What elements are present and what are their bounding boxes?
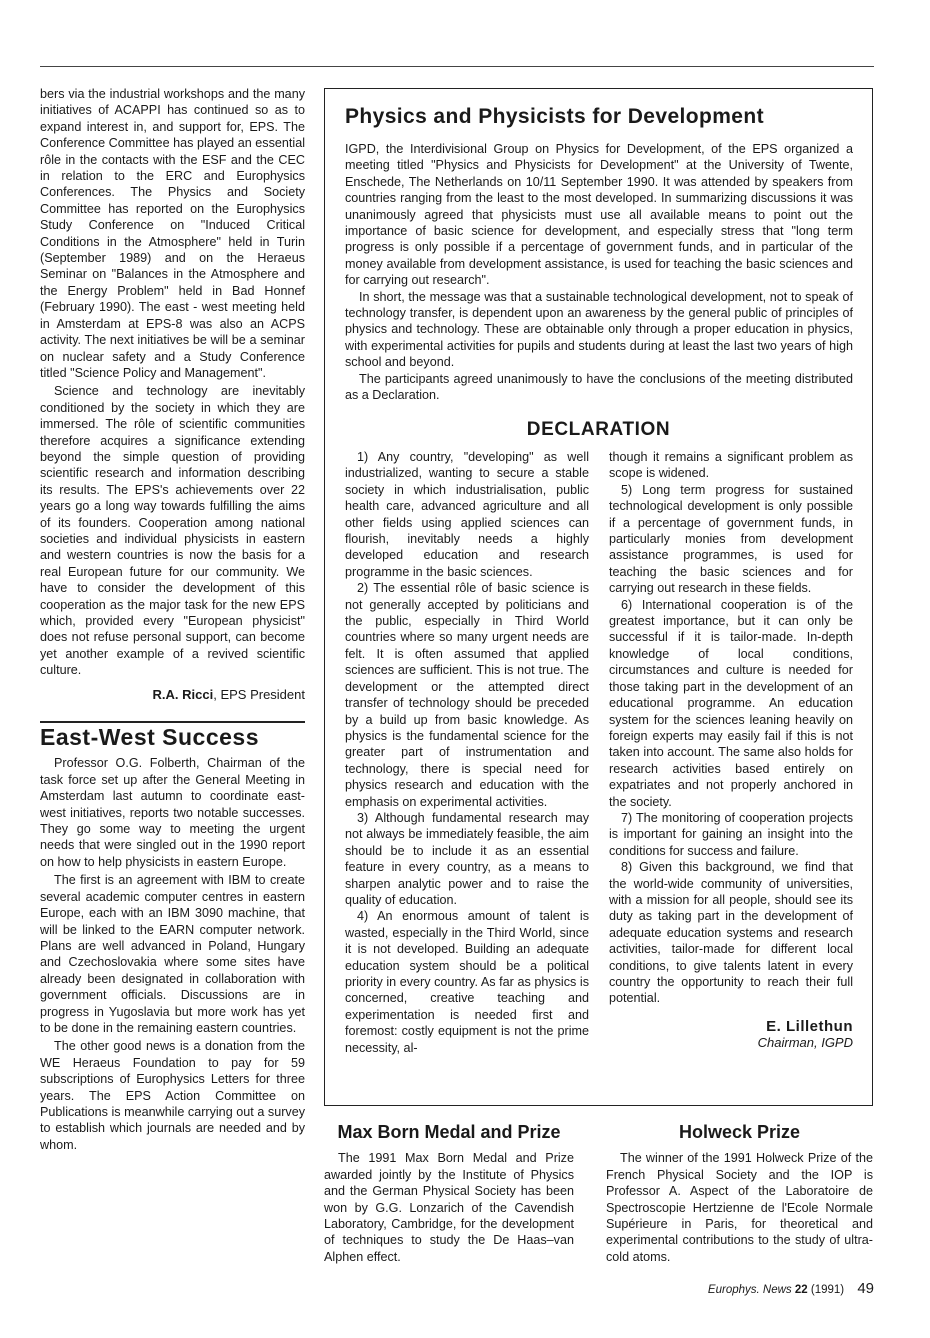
footer-year: (1991): [810, 1284, 845, 1296]
max-born-title: Max Born Medal and Prize: [337, 1122, 561, 1142]
declaration-continuation: though it remains a significant problem as scope is widened.: [609, 450, 853, 481]
page-footer: [700, 1280, 874, 1297]
holweck-section: [606, 1124, 873, 1265]
max-born-text: The 1991 Max Born Medal and Prize awarded jointly by the Institute of Physics and the German Physical Society has been won by G.G. Lonzarich of the Cavendish Laboratory, Cambridge, for the development of techniques to study the De Haas–van Alphen effect.: [324, 1151, 574, 1264]
declaration-item-6: 6) International cooperation is of the greatest importance, but it can only be successful if it is tailor-made. In-depth knowledge of local conditions, circumstances and culture is needed for those taking part in the development of an educational programme. An education system for the sciences leaning heavily on foreign experts may easily fail if this is not taken into account. The same also holds for research activities based entirely on expatriates and not properly anchored in the society.: [609, 597, 853, 809]
signer-name: E. Lillethun: [766, 1017, 853, 1035]
page-number: 49: [857, 1280, 874, 1297]
signature-name: R.A. Ricci: [152, 686, 214, 702]
east-west-paragraph-1: Professor O.G. Folberth, Chairman of the task force set up after the General Meeting in Amsterdam last autumn to coordinate east-west initiatives, reports two notable successes. They go some way to meeting the urgent needs that were singled out in the 1990 report on how to help physicists in eastern Europe.: [40, 756, 305, 869]
declaration-item-3: 3) Although fundamental research may not always be immediately feasible, the aim should be to include it as an essential feature in every country, as a means to sharpen analytic power and to raise the quality of education.: [345, 810, 589, 907]
left-column: [40, 86, 305, 1155]
declaration-item-4: 4) An enormous amount of talent is wasted, especially in the Third World, since it is not developed. Building an adequate education system should be a political priority in every country. As far as physics is concerned, creative teaching and experimentation is needed first and foremost: costly equipment is not the prime necessity, al-: [345, 909, 589, 1055]
east-west-paragraph-2: The first is an agreement with IBM to create several academic computer centres in eastern Europe, each with an IBM 3090 machine, that will be linked to the EARN computer network. Plans are well advanced in Poland, Hungary and Czechoslovakia where some sites have already been designated in collaboration with government officials. Discussions are in progress in Yugoslavia but more work has yet to be done in the remaining eastern countries.: [40, 873, 305, 1035]
declaration-item-7: 7) The monitoring of cooperation projects is important for gaining an insight into the conditions for success and failure.: [609, 810, 853, 858]
declaration-signature: [609, 1019, 853, 1052]
left-paragraph-2: Science and technology are inevitably conditioned by the society in which they are immersed. The rôle of scientific communities therefore acquires a significance extending beyond the simple question of providing scientific research and information describing its results. The EPS's achievements over 22 years go a long way towards fulfilling the aims of its founders. Cooperation among national societies and individual physicists in eastern and western countries is now the basis for a real European future for our community. We have to consider the development of this cooperation as the major task for the new EPS which, provided every "European physicist" does not refuse personal support, can become yet another example of a revived scientific culture.: [40, 384, 305, 678]
development-box: [324, 88, 873, 1106]
declaration-left-column: [345, 449, 589, 1056]
declaration-item-1: 1) Any country, "developing" as well industrialized, wanting to secure a stable society in which industrialisation, public health care, advanced agriculture and all other fields using applied sciences can flourish, inevitably needs a highly developed education and research programme in the basic sciences.: [345, 450, 589, 579]
box-intro: [345, 141, 853, 404]
holweck-title: Holweck Prize: [678, 1122, 801, 1142]
top-rule: [40, 66, 874, 67]
intro-paragraph-1: IGPD, the Interdivisional Group on Physics for Development, of the EPS organized a meeting titled "Physics and Physicists for Development" at the University of Twente, Enschede, The Netherlands on 10/11 September 1990. It was attended by speakers from countries ranging from the least to the most developed. In summarizing discussions it was unanimously agreed that physicists must use all available means to point out the importance of basic science for development, and especially stress that "long term progress is only possible if a percentage of government funds, and in particular of the money available from development assistance, is used for teaching the basic sciences and for carrying out research".: [345, 142, 853, 288]
footer-volume: 22: [794, 1284, 808, 1296]
max-born-section: [324, 1124, 574, 1265]
section-divider: [40, 721, 305, 723]
east-west-title: East-West Success: [40, 724, 260, 751]
intro-paragraph-2: In short, the message was that a sustainable technological development, not to speak of technology transfer, is dependent upon an awareness by the general public of principles of physics and technology. These are obtainable only through a proper education in physics, with experimental activities for pupils and students during at least the last two years of high school and beyond.: [345, 289, 853, 370]
signature-role: , EPS President: [213, 686, 305, 702]
declaration-item-2: 2) The essential rôle of basic science is not generally accepted by politicians and the public, especially in Third World countries where so many urgent needs are felt. It is often assumed that applied sciences are sufficient. This is not true. The development or the attempted direct transfer of technology should be preceded by a build up from basic knowledge. As physics is the fundamental science for the greater part of instrumentation and technology, there is special need for physics research and education with the emphasis on experimental activities.: [345, 581, 589, 809]
intro-paragraph-3: The participants agreed unanimously to have the conclusions of the meeting distributed as a Declaration.: [345, 371, 853, 403]
east-west-paragraph-3: The other good news is a donation from the WE Heraeus Foundation to pay for 59 subscriptions of Europhysics Letters for three years. The EPS Action Committee on Publications is meanwhile carrying out a survey to establish which journals are needed and by whom.: [40, 1039, 305, 1152]
declaration-right-column: [609, 449, 853, 1052]
declaration-item-5: 5) Long term progress for sustained technological development is only possible if a percentage of government funds, in particularly monies from development assistance programmes, is used for teaching the basic sciences and for carrying out research in these fields.: [609, 482, 853, 596]
president-signature: [40, 687, 305, 703]
declaration-title: DECLARATION: [526, 419, 671, 440]
signer-role: Chairman, IGPD: [757, 1035, 853, 1051]
box-title: Physics and Physicists for Development: [345, 105, 765, 128]
footer-journal: Europhys. News: [707, 1284, 792, 1296]
holweck-text: The winner of the 1991 Holweck Prize of the French Physical Society and the IOP is Professor A. Aspect of the Laboratoire de Spectroscopie Hertzienne de l'Ecole Normale Supérieure in Paris, for theoretical and experimental contributions to the study of ultra-cold atoms.: [606, 1151, 873, 1264]
declaration-item-8: 8) Given this background, we find that the world-wide community of universities, with a mission for all people, should see its duty as taking part in the development of adequate education systems and research activities, tailor-made for different local conditions, to give talents latent in every country the opportunity to reach their full potential.: [609, 860, 853, 1006]
left-paragraph-1: bers via the industrial workshops and the many initiatives of ACAPPI has continued so as to expand interest in, and support for, EPS. The Conference Committee has played an essential rôle in the contacts with the ESF and the CEC in relation to the ERC and Europhysics Conferences. The Physics and Society Committee has reported on the Europhysics Study Conference on "Induced Critical Conditions in the Atmosphere" held in Turin (September 1989) and on the Heraeus Seminar on "Balances in the Atmosphere and the Energy Problem" held in Bad Honnef (February 1990). The east - west meeting held in Amsterdam at EPS-8 was also an ACPS activity. The next initiatives be will be a seminar on nuclear safety and a Study Conference titled "Science Policy and Management".: [40, 87, 305, 380]
